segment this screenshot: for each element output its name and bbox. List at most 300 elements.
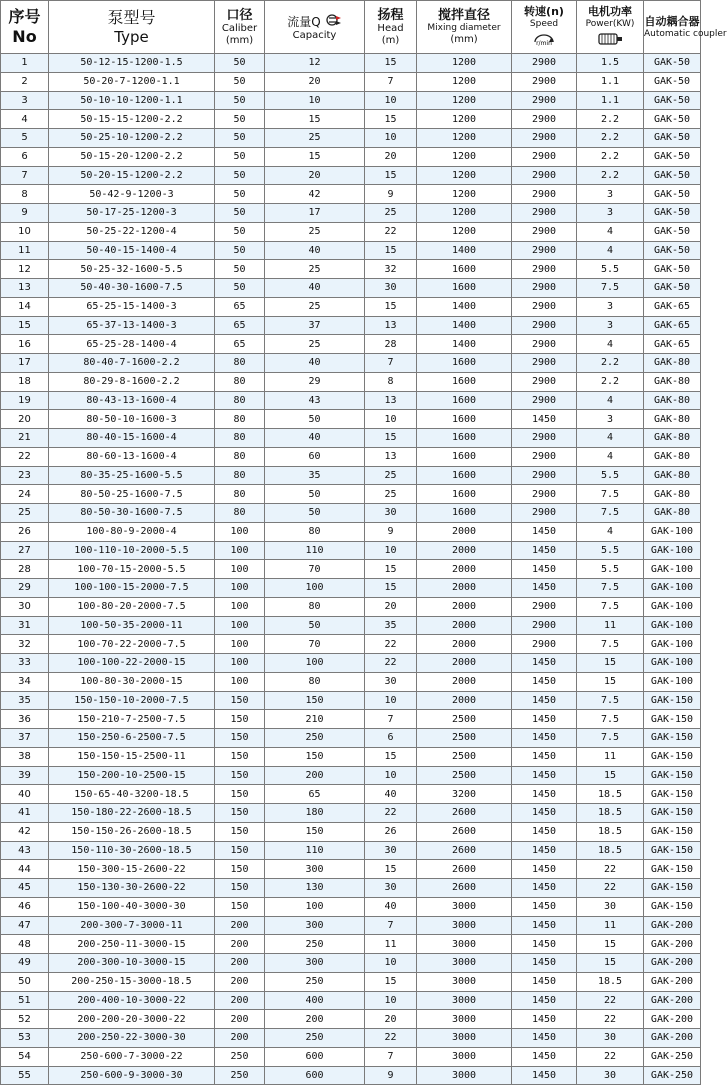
cell-power: 2.2 — [577, 354, 644, 373]
cell-coupler: GAK-50 — [644, 241, 701, 260]
cell-caliber: 65 — [215, 316, 265, 335]
cell-type: 150-150-26-2600-18.5 — [49, 822, 215, 841]
cell-mixing: 3000 — [417, 935, 512, 954]
cell-type: 50-20-7-1200-1.1 — [49, 72, 215, 91]
cell-speed: 2900 — [512, 466, 577, 485]
table-row — [1, 372, 701, 391]
cell-capacity: 25 — [265, 260, 365, 279]
table-row — [1, 91, 701, 110]
table-row — [1, 429, 701, 448]
cell-type: 50-40-30-1600-7.5 — [49, 279, 215, 298]
cell-mixing: 2000 — [417, 522, 512, 541]
header-no — [1, 1, 49, 54]
cell-speed: 2900 — [512, 91, 577, 110]
cell-caliber: 150 — [215, 691, 265, 710]
cell-no: 26 — [1, 522, 49, 541]
cell-type: 80-29-8-1600-2.2 — [49, 372, 215, 391]
cell-no: 34 — [1, 672, 49, 691]
cell-caliber: 50 — [215, 279, 265, 298]
cell-speed: 2900 — [512, 241, 577, 260]
table-row — [1, 635, 701, 654]
cell-caliber: 50 — [215, 185, 265, 204]
cell-power: 7.5 — [577, 691, 644, 710]
cell-power: 11 — [577, 616, 644, 635]
cell-caliber: 250 — [215, 1047, 265, 1066]
header-caliber-en: Caliber — [221, 22, 258, 34]
cell-no: 52 — [1, 1010, 49, 1029]
header-mixing-unit: (mm) — [450, 34, 478, 45]
cell-power: 3 — [577, 297, 644, 316]
cell-type: 80-50-10-1600-3 — [49, 410, 215, 429]
cell-no: 43 — [1, 841, 49, 860]
cell-head: 30 — [365, 879, 417, 898]
cell-head: 22 — [365, 222, 417, 241]
header-capacity — [265, 1, 365, 54]
table-row — [1, 954, 701, 973]
cell-coupler: GAK-250 — [644, 1047, 701, 1066]
cell-type: 150-130-30-2600-22 — [49, 879, 215, 898]
cell-power: 7.5 — [577, 710, 644, 729]
cell-capacity: 60 — [265, 447, 365, 466]
header-head-unit: (m) — [381, 34, 400, 46]
cell-no: 33 — [1, 654, 49, 673]
cell-mixing: 1600 — [417, 260, 512, 279]
table-row — [1, 260, 701, 279]
cell-speed: 1450 — [512, 1010, 577, 1029]
cell-type: 150-250-6-2500-7.5 — [49, 729, 215, 748]
cell-no: 16 — [1, 335, 49, 354]
cell-capacity: 250 — [265, 1029, 365, 1048]
cell-head: 30 — [365, 504, 417, 523]
cell-mixing: 1600 — [417, 391, 512, 410]
cell-power: 7.5 — [577, 485, 644, 504]
cell-speed: 1450 — [512, 841, 577, 860]
table-row — [1, 972, 701, 991]
table-row — [1, 860, 701, 879]
cell-coupler: GAK-100 — [644, 616, 701, 635]
cell-head: 25 — [365, 204, 417, 223]
header-power-en: Power(KW) — [585, 19, 635, 29]
cell-caliber: 100 — [215, 597, 265, 616]
cell-capacity: 100 — [265, 897, 365, 916]
table-row — [1, 166, 701, 185]
cell-speed: 1450 — [512, 410, 577, 429]
table-row — [1, 410, 701, 429]
cell-capacity: 300 — [265, 916, 365, 935]
cell-mixing: 1200 — [417, 110, 512, 129]
cell-capacity: 50 — [265, 485, 365, 504]
cell-capacity: 15 — [265, 147, 365, 166]
cell-head: 40 — [365, 785, 417, 804]
cell-coupler: GAK-50 — [644, 129, 701, 148]
cell-no: 3 — [1, 91, 49, 110]
cell-coupler: GAK-80 — [644, 391, 701, 410]
cell-mixing: 1600 — [417, 429, 512, 448]
cell-head: 8 — [365, 372, 417, 391]
cell-coupler: GAK-50 — [644, 147, 701, 166]
cell-coupler: GAK-100 — [644, 672, 701, 691]
cell-no: 35 — [1, 691, 49, 710]
table-body — [1, 54, 701, 1085]
cell-head: 7 — [365, 710, 417, 729]
cell-mixing: 3000 — [417, 916, 512, 935]
cell-caliber: 100 — [215, 560, 265, 579]
cell-mixing: 2600 — [417, 841, 512, 860]
cell-power: 15 — [577, 935, 644, 954]
cell-type: 150-300-15-2600-22 — [49, 860, 215, 879]
cell-head: 10 — [365, 691, 417, 710]
table-row — [1, 297, 701, 316]
cell-mixing: 2000 — [417, 541, 512, 560]
cell-head: 15 — [365, 560, 417, 579]
cell-no: 17 — [1, 354, 49, 373]
cell-power: 1.1 — [577, 91, 644, 110]
cell-speed: 1450 — [512, 785, 577, 804]
cell-mixing: 3000 — [417, 972, 512, 991]
cell-caliber: 100 — [215, 654, 265, 673]
cell-coupler: GAK-150 — [644, 747, 701, 766]
cell-capacity: 40 — [265, 354, 365, 373]
cell-type: 200-200-20-3000-22 — [49, 1010, 215, 1029]
cell-type: 80-50-30-1600-7.5 — [49, 504, 215, 523]
cell-capacity: 200 — [265, 766, 365, 785]
cell-speed: 2900 — [512, 222, 577, 241]
cell-coupler: GAK-100 — [644, 560, 701, 579]
header-type-en: Type — [114, 27, 149, 46]
cell-coupler: GAK-150 — [644, 879, 701, 898]
cell-speed: 1450 — [512, 654, 577, 673]
cell-head: 10 — [365, 410, 417, 429]
cell-speed: 1450 — [512, 991, 577, 1010]
cell-type: 100-80-30-2000-15 — [49, 672, 215, 691]
table-row — [1, 354, 701, 373]
header-speed — [512, 1, 577, 54]
cell-power: 18.5 — [577, 822, 644, 841]
cell-no: 55 — [1, 1066, 49, 1085]
cell-coupler: GAK-150 — [644, 841, 701, 860]
table-row — [1, 804, 701, 823]
cell-mixing: 1600 — [417, 354, 512, 373]
cell-coupler: GAK-50 — [644, 54, 701, 73]
cell-mixing: 3000 — [417, 897, 512, 916]
cell-no: 54 — [1, 1047, 49, 1066]
cell-mixing: 2000 — [417, 560, 512, 579]
cell-head: 15 — [365, 579, 417, 598]
cell-type: 100-100-15-2000-7.5 — [49, 579, 215, 598]
table-row — [1, 522, 701, 541]
cell-power: 2.2 — [577, 147, 644, 166]
cell-power: 30 — [577, 1066, 644, 1085]
cell-mixing: 3000 — [417, 1066, 512, 1085]
cell-no: 50 — [1, 972, 49, 991]
cell-caliber: 80 — [215, 504, 265, 523]
cell-no: 2 — [1, 72, 49, 91]
cell-capacity: 180 — [265, 804, 365, 823]
cell-no: 12 — [1, 260, 49, 279]
cell-speed: 2900 — [512, 391, 577, 410]
cell-type: 65-25-28-1400-4 — [49, 335, 215, 354]
cell-speed: 1450 — [512, 579, 577, 598]
cell-power: 4 — [577, 222, 644, 241]
table-row — [1, 279, 701, 298]
header-power-cn: 电机功率 — [588, 5, 632, 18]
cell-coupler: GAK-50 — [644, 72, 701, 91]
table-row — [1, 1029, 701, 1048]
cell-no: 19 — [1, 391, 49, 410]
header-mixing-cn: 搅拌直径 — [437, 8, 490, 23]
cell-capacity: 80 — [265, 522, 365, 541]
cell-coupler: GAK-80 — [644, 410, 701, 429]
flow-meter-icon — [326, 13, 342, 30]
cell-head: 7 — [365, 72, 417, 91]
cell-coupler: GAK-50 — [644, 185, 701, 204]
cell-mixing: 3000 — [417, 1029, 512, 1048]
cell-power: 22 — [577, 991, 644, 1010]
cell-type: 65-37-13-1400-3 — [49, 316, 215, 335]
cell-capacity: 600 — [265, 1066, 365, 1085]
cell-capacity: 600 — [265, 1047, 365, 1066]
cell-head: 20 — [365, 147, 417, 166]
cell-caliber: 100 — [215, 635, 265, 654]
table-row — [1, 710, 701, 729]
cell-speed: 2900 — [512, 354, 577, 373]
table-row — [1, 222, 701, 241]
cell-coupler: GAK-100 — [644, 597, 701, 616]
cell-power: 18.5 — [577, 804, 644, 823]
cell-speed: 2900 — [512, 129, 577, 148]
table-row — [1, 1010, 701, 1029]
header-no-cn: 序号 — [8, 7, 41, 26]
cell-head: 10 — [365, 954, 417, 973]
cell-type: 250-600-9-3000-30 — [49, 1066, 215, 1085]
cell-mixing: 1600 — [417, 485, 512, 504]
cell-caliber: 50 — [215, 72, 265, 91]
cell-capacity: 400 — [265, 991, 365, 1010]
cell-no: 18 — [1, 372, 49, 391]
cell-no: 51 — [1, 991, 49, 1010]
table-row — [1, 897, 701, 916]
cell-caliber: 50 — [215, 204, 265, 223]
cell-no: 36 — [1, 710, 49, 729]
cell-power: 2.2 — [577, 372, 644, 391]
cell-capacity: 250 — [265, 935, 365, 954]
cell-type: 150-210-7-2500-7.5 — [49, 710, 215, 729]
cell-capacity: 43 — [265, 391, 365, 410]
cell-type: 100-70-15-2000-5.5 — [49, 560, 215, 579]
cell-caliber: 150 — [215, 897, 265, 916]
cell-coupler: GAK-200 — [644, 972, 701, 991]
cell-capacity: 80 — [265, 597, 365, 616]
table-row — [1, 766, 701, 785]
cell-capacity: 300 — [265, 860, 365, 879]
cell-type: 150-180-22-2600-18.5 — [49, 804, 215, 823]
cell-capacity: 130 — [265, 879, 365, 898]
cell-head: 25 — [365, 466, 417, 485]
cell-mixing: 1600 — [417, 466, 512, 485]
cell-caliber: 250 — [215, 1066, 265, 1085]
table-row — [1, 204, 701, 223]
cell-type: 150-150-15-2500-11 — [49, 747, 215, 766]
cell-coupler: GAK-50 — [644, 204, 701, 223]
cell-power: 7.5 — [577, 579, 644, 598]
cell-capacity: 80 — [265, 672, 365, 691]
cell-mixing: 1600 — [417, 372, 512, 391]
cell-capacity: 150 — [265, 747, 365, 766]
header-mixing — [417, 1, 512, 54]
cell-caliber: 50 — [215, 260, 265, 279]
cell-no: 20 — [1, 410, 49, 429]
cell-head: 6 — [365, 729, 417, 748]
cell-coupler: GAK-50 — [644, 222, 701, 241]
cell-capacity: 200 — [265, 1010, 365, 1029]
cell-speed: 1450 — [512, 747, 577, 766]
cell-head: 15 — [365, 297, 417, 316]
cell-no: 9 — [1, 204, 49, 223]
table-row — [1, 935, 701, 954]
cell-capacity: 25 — [265, 129, 365, 148]
cell-caliber: 150 — [215, 841, 265, 860]
cell-no: 47 — [1, 916, 49, 935]
cell-no: 39 — [1, 766, 49, 785]
cell-speed: 1450 — [512, 954, 577, 973]
cell-power: 18.5 — [577, 972, 644, 991]
cell-speed: 1450 — [512, 1066, 577, 1085]
cell-head: 15 — [365, 972, 417, 991]
cell-power: 5.5 — [577, 560, 644, 579]
cell-head: 10 — [365, 129, 417, 148]
cell-speed: 1450 — [512, 804, 577, 823]
cell-speed: 1450 — [512, 822, 577, 841]
cell-speed: 1450 — [512, 879, 577, 898]
cell-coupler: GAK-80 — [644, 447, 701, 466]
table-row — [1, 841, 701, 860]
cell-head: 15 — [365, 54, 417, 73]
table-row — [1, 785, 701, 804]
cell-no: 38 — [1, 747, 49, 766]
header-type-cn: 泵型号 — [107, 7, 156, 27]
cell-type: 80-50-25-1600-7.5 — [49, 485, 215, 504]
cell-mixing: 1400 — [417, 335, 512, 354]
cell-power: 2.2 — [577, 129, 644, 148]
cell-capacity: 110 — [265, 541, 365, 560]
cell-caliber: 150 — [215, 879, 265, 898]
cell-caliber: 80 — [215, 391, 265, 410]
cell-speed: 1450 — [512, 1029, 577, 1048]
cell-coupler: GAK-50 — [644, 110, 701, 129]
speed-icon-label: r/min — [536, 40, 552, 48]
cell-mixing: 2500 — [417, 766, 512, 785]
table-row — [1, 1047, 701, 1066]
table-row — [1, 504, 701, 523]
cell-no: 30 — [1, 597, 49, 616]
cell-type: 150-110-30-2600-18.5 — [49, 841, 215, 860]
cell-speed: 1450 — [512, 710, 577, 729]
cell-power: 11 — [577, 916, 644, 935]
cell-type: 100-50-35-2000-11 — [49, 616, 215, 635]
cell-coupler: GAK-200 — [644, 916, 701, 935]
cell-no: 44 — [1, 860, 49, 879]
cell-coupler: GAK-100 — [644, 635, 701, 654]
cell-power: 3 — [577, 204, 644, 223]
header-head-en: Head — [377, 22, 404, 34]
cell-speed: 2900 — [512, 72, 577, 91]
cell-caliber: 100 — [215, 616, 265, 635]
cell-no: 37 — [1, 729, 49, 748]
cell-head: 30 — [365, 672, 417, 691]
table-row — [1, 672, 701, 691]
cell-head: 13 — [365, 316, 417, 335]
cell-mixing: 3000 — [417, 954, 512, 973]
cell-mixing: 1400 — [417, 241, 512, 260]
header-head-cn: 扬程 — [377, 7, 404, 23]
cell-type: 200-250-11-3000-15 — [49, 935, 215, 954]
cell-speed: 2900 — [512, 316, 577, 335]
cell-capacity: 110 — [265, 841, 365, 860]
table-row — [1, 241, 701, 260]
cell-type: 250-600-7-3000-22 — [49, 1047, 215, 1066]
table-row — [1, 391, 701, 410]
header-speed-cn: 转速(n) — [524, 4, 564, 18]
cell-no: 40 — [1, 785, 49, 804]
cell-caliber: 200 — [215, 1029, 265, 1048]
cell-caliber: 150 — [215, 785, 265, 804]
cell-speed: 1450 — [512, 916, 577, 935]
cell-power: 22 — [577, 1047, 644, 1066]
cell-caliber: 150 — [215, 766, 265, 785]
cell-coupler: GAK-250 — [644, 1066, 701, 1085]
cell-no: 25 — [1, 504, 49, 523]
cell-no: 11 — [1, 241, 49, 260]
cell-mixing: 1600 — [417, 447, 512, 466]
cell-mixing: 2500 — [417, 710, 512, 729]
cell-type: 200-300-7-3000-11 — [49, 916, 215, 935]
header-caliber-unit: (mm) — [225, 34, 254, 46]
cell-speed: 2900 — [512, 335, 577, 354]
cell-head: 9 — [365, 185, 417, 204]
cell-power: 22 — [577, 1010, 644, 1029]
cell-mixing: 1200 — [417, 72, 512, 91]
cell-head: 9 — [365, 1066, 417, 1085]
cell-type: 50-40-15-1400-4 — [49, 241, 215, 260]
cell-coupler: GAK-150 — [644, 804, 701, 823]
table-row — [1, 185, 701, 204]
motor-icon — [596, 31, 624, 50]
cell-caliber: 80 — [215, 429, 265, 448]
table-row — [1, 616, 701, 635]
header-type — [49, 1, 215, 54]
cell-head: 22 — [365, 654, 417, 673]
cell-head: 7 — [365, 1047, 417, 1066]
cell-type: 50-15-15-1200-2.2 — [49, 110, 215, 129]
cell-caliber: 150 — [215, 804, 265, 823]
rotation-speed-icon — [529, 30, 559, 50]
cell-mixing: 2000 — [417, 672, 512, 691]
cell-type: 150-100-40-3000-30 — [49, 897, 215, 916]
cell-caliber: 50 — [215, 110, 265, 129]
cell-coupler: GAK-200 — [644, 991, 701, 1010]
cell-coupler: GAK-80 — [644, 466, 701, 485]
cell-mixing: 3000 — [417, 991, 512, 1010]
cell-coupler: GAK-150 — [644, 785, 701, 804]
cell-speed: 2900 — [512, 372, 577, 391]
cell-capacity: 150 — [265, 822, 365, 841]
header-capacity-en: Capacity — [292, 29, 337, 41]
cell-mixing: 1600 — [417, 410, 512, 429]
cell-coupler: GAK-50 — [644, 279, 701, 298]
cell-capacity: 15 — [265, 110, 365, 129]
cell-type: 100-80-9-2000-4 — [49, 522, 215, 541]
cell-caliber: 50 — [215, 54, 265, 73]
